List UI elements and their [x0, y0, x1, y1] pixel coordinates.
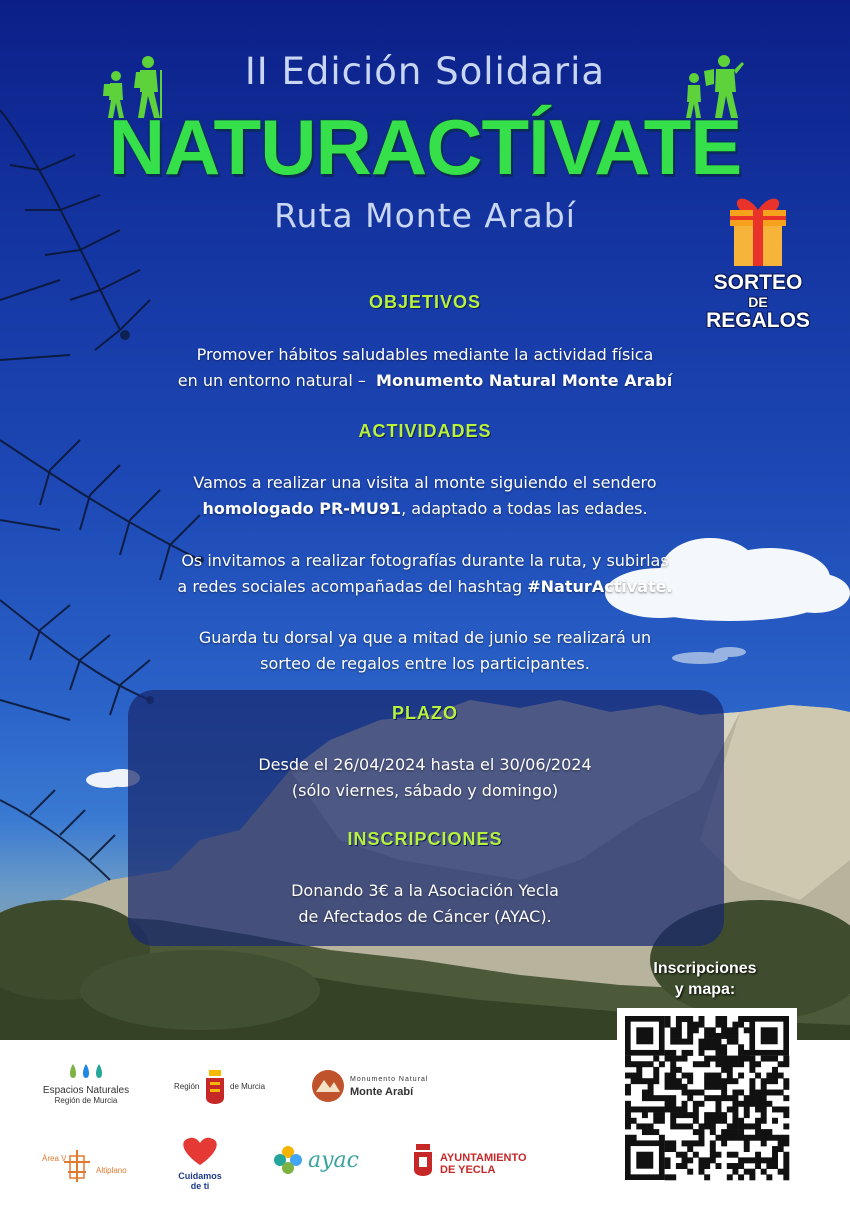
- objetivos-line-1: Promover hábitos saludables mediante la actividad física: [196, 345, 654, 364]
- area-v-icon: [62, 1148, 92, 1184]
- ayto-line-1: AYUNTAMIENTO: [440, 1152, 527, 1164]
- ayac-flower-icon: [272, 1144, 304, 1176]
- objetivos-line-2-bold: Monumento Natural Monte Arabí: [376, 371, 673, 390]
- logo-cuidamos-de-ti: [170, 1136, 230, 1191]
- actividades-paragraph-3: [0, 625, 850, 677]
- route-title: Ruta Monte Arabí: [274, 196, 576, 235]
- logo-espacios-naturales: [36, 1062, 136, 1105]
- plazo-heading: PLAZO: [392, 703, 458, 723]
- inscripciones-heading: INSCRIPCIONES: [347, 829, 503, 849]
- page-title: NATURACTÍVATE: [108, 103, 742, 191]
- gift-line-3: REGALOS: [706, 309, 810, 332]
- yecla-shield-icon: [412, 1144, 434, 1180]
- actividades-p3-line-2: sorteo de regalos entre los participantes.: [260, 654, 590, 673]
- actividades-p2-prefix: a redes sociales acompañadas del hashtag: [177, 577, 523, 596]
- coat-of-arms-icon: [204, 1070, 226, 1110]
- actividades-p3-line-1: Guarda tu dorsal ya que a mitad de junio se realizará un: [198, 628, 652, 647]
- gift-icon: [722, 192, 794, 268]
- logo-ayac: [272, 1144, 382, 1184]
- hashtag: #NaturActivate: [527, 577, 667, 596]
- actividades-p1-line-1: Vamos a realizar una visita al monte siguiendo el sendero: [193, 473, 657, 492]
- actividades-p1-line-2: [0, 496, 850, 522]
- monte-line-1: Monumento Natural: [350, 1076, 429, 1083]
- logo-ayuntamiento-yecla: [412, 1144, 542, 1184]
- actividades-paragraph-1: [0, 470, 850, 522]
- actividades-p1-bold: homologado PR-MU91: [202, 499, 402, 518]
- area-b: Altiplano: [96, 1166, 127, 1175]
- logo-area-v: [42, 1144, 142, 1188]
- region-a: Región: [174, 1082, 200, 1091]
- qr-label: [630, 958, 780, 1000]
- qr-code-image[interactable]: [617, 1008, 797, 1188]
- actividades-p2-suffix: .: [666, 577, 673, 596]
- objetivos-heading: OBJETIVOS: [368, 292, 482, 312]
- qr-label-line-2: y mapa:: [674, 981, 736, 998]
- inscripciones-line-1: Donando 3€ a la Asociación Yecla: [291, 881, 559, 900]
- qr-code[interactable]: [617, 1008, 797, 1188]
- monte-arabi-emblem-icon: [310, 1068, 346, 1104]
- objetivos-text: [0, 342, 850, 394]
- drops-icon: [66, 1062, 106, 1080]
- qr-label-line-1: Inscripciones: [653, 960, 757, 977]
- ayac-text: ayac: [308, 1148, 359, 1173]
- ayto-line-2: DE YECLA: [440, 1164, 496, 1176]
- plazo-text: [0, 752, 850, 804]
- cuidamos-line-1: Cuidamos: [178, 1171, 222, 1181]
- inscripciones-line-2: de Afectados de Cáncer (AYAC).: [298, 907, 552, 926]
- espacios-line-1: Espacios Naturales: [42, 1085, 130, 1096]
- region-b: de Murcia: [230, 1082, 266, 1091]
- edition-subtitle: II Edición Solidaria: [244, 50, 606, 93]
- gift-line-2: DE: [748, 294, 768, 310]
- plazo-line-1: Desde el 26/04/2024 hasta el 30/06/2024: [258, 755, 592, 774]
- gift-line-1: SORTEO: [713, 271, 803, 294]
- actividades-p1-rest: , adaptado a todas las edades.: [401, 499, 648, 518]
- objetivos-line-2-prefix: en un entorno natural –: [177, 371, 366, 390]
- actividades-heading: ACTIVIDADES: [358, 421, 492, 441]
- plazo-line-2: (sólo viernes, sábado y domingo): [291, 781, 559, 800]
- objetivos-line-2: [0, 368, 850, 394]
- heart-icon: [179, 1136, 221, 1166]
- actividades-paragraph-2: [0, 548, 850, 600]
- monte-line-2: Monte Arabí: [350, 1086, 414, 1098]
- inscripciones-text: [0, 878, 850, 930]
- cuidamos-line-2: de ti: [190, 1181, 210, 1191]
- area-a: Área V: [42, 1154, 67, 1163]
- actividades-p2-line-2: [0, 574, 850, 600]
- header: [0, 50, 850, 93]
- espacios-line-2: Región de Murcia: [54, 1096, 118, 1105]
- actividades-p2-line-1: Os invitamos a realizar fotografías durante la ruta, y subirlas: [181, 551, 669, 570]
